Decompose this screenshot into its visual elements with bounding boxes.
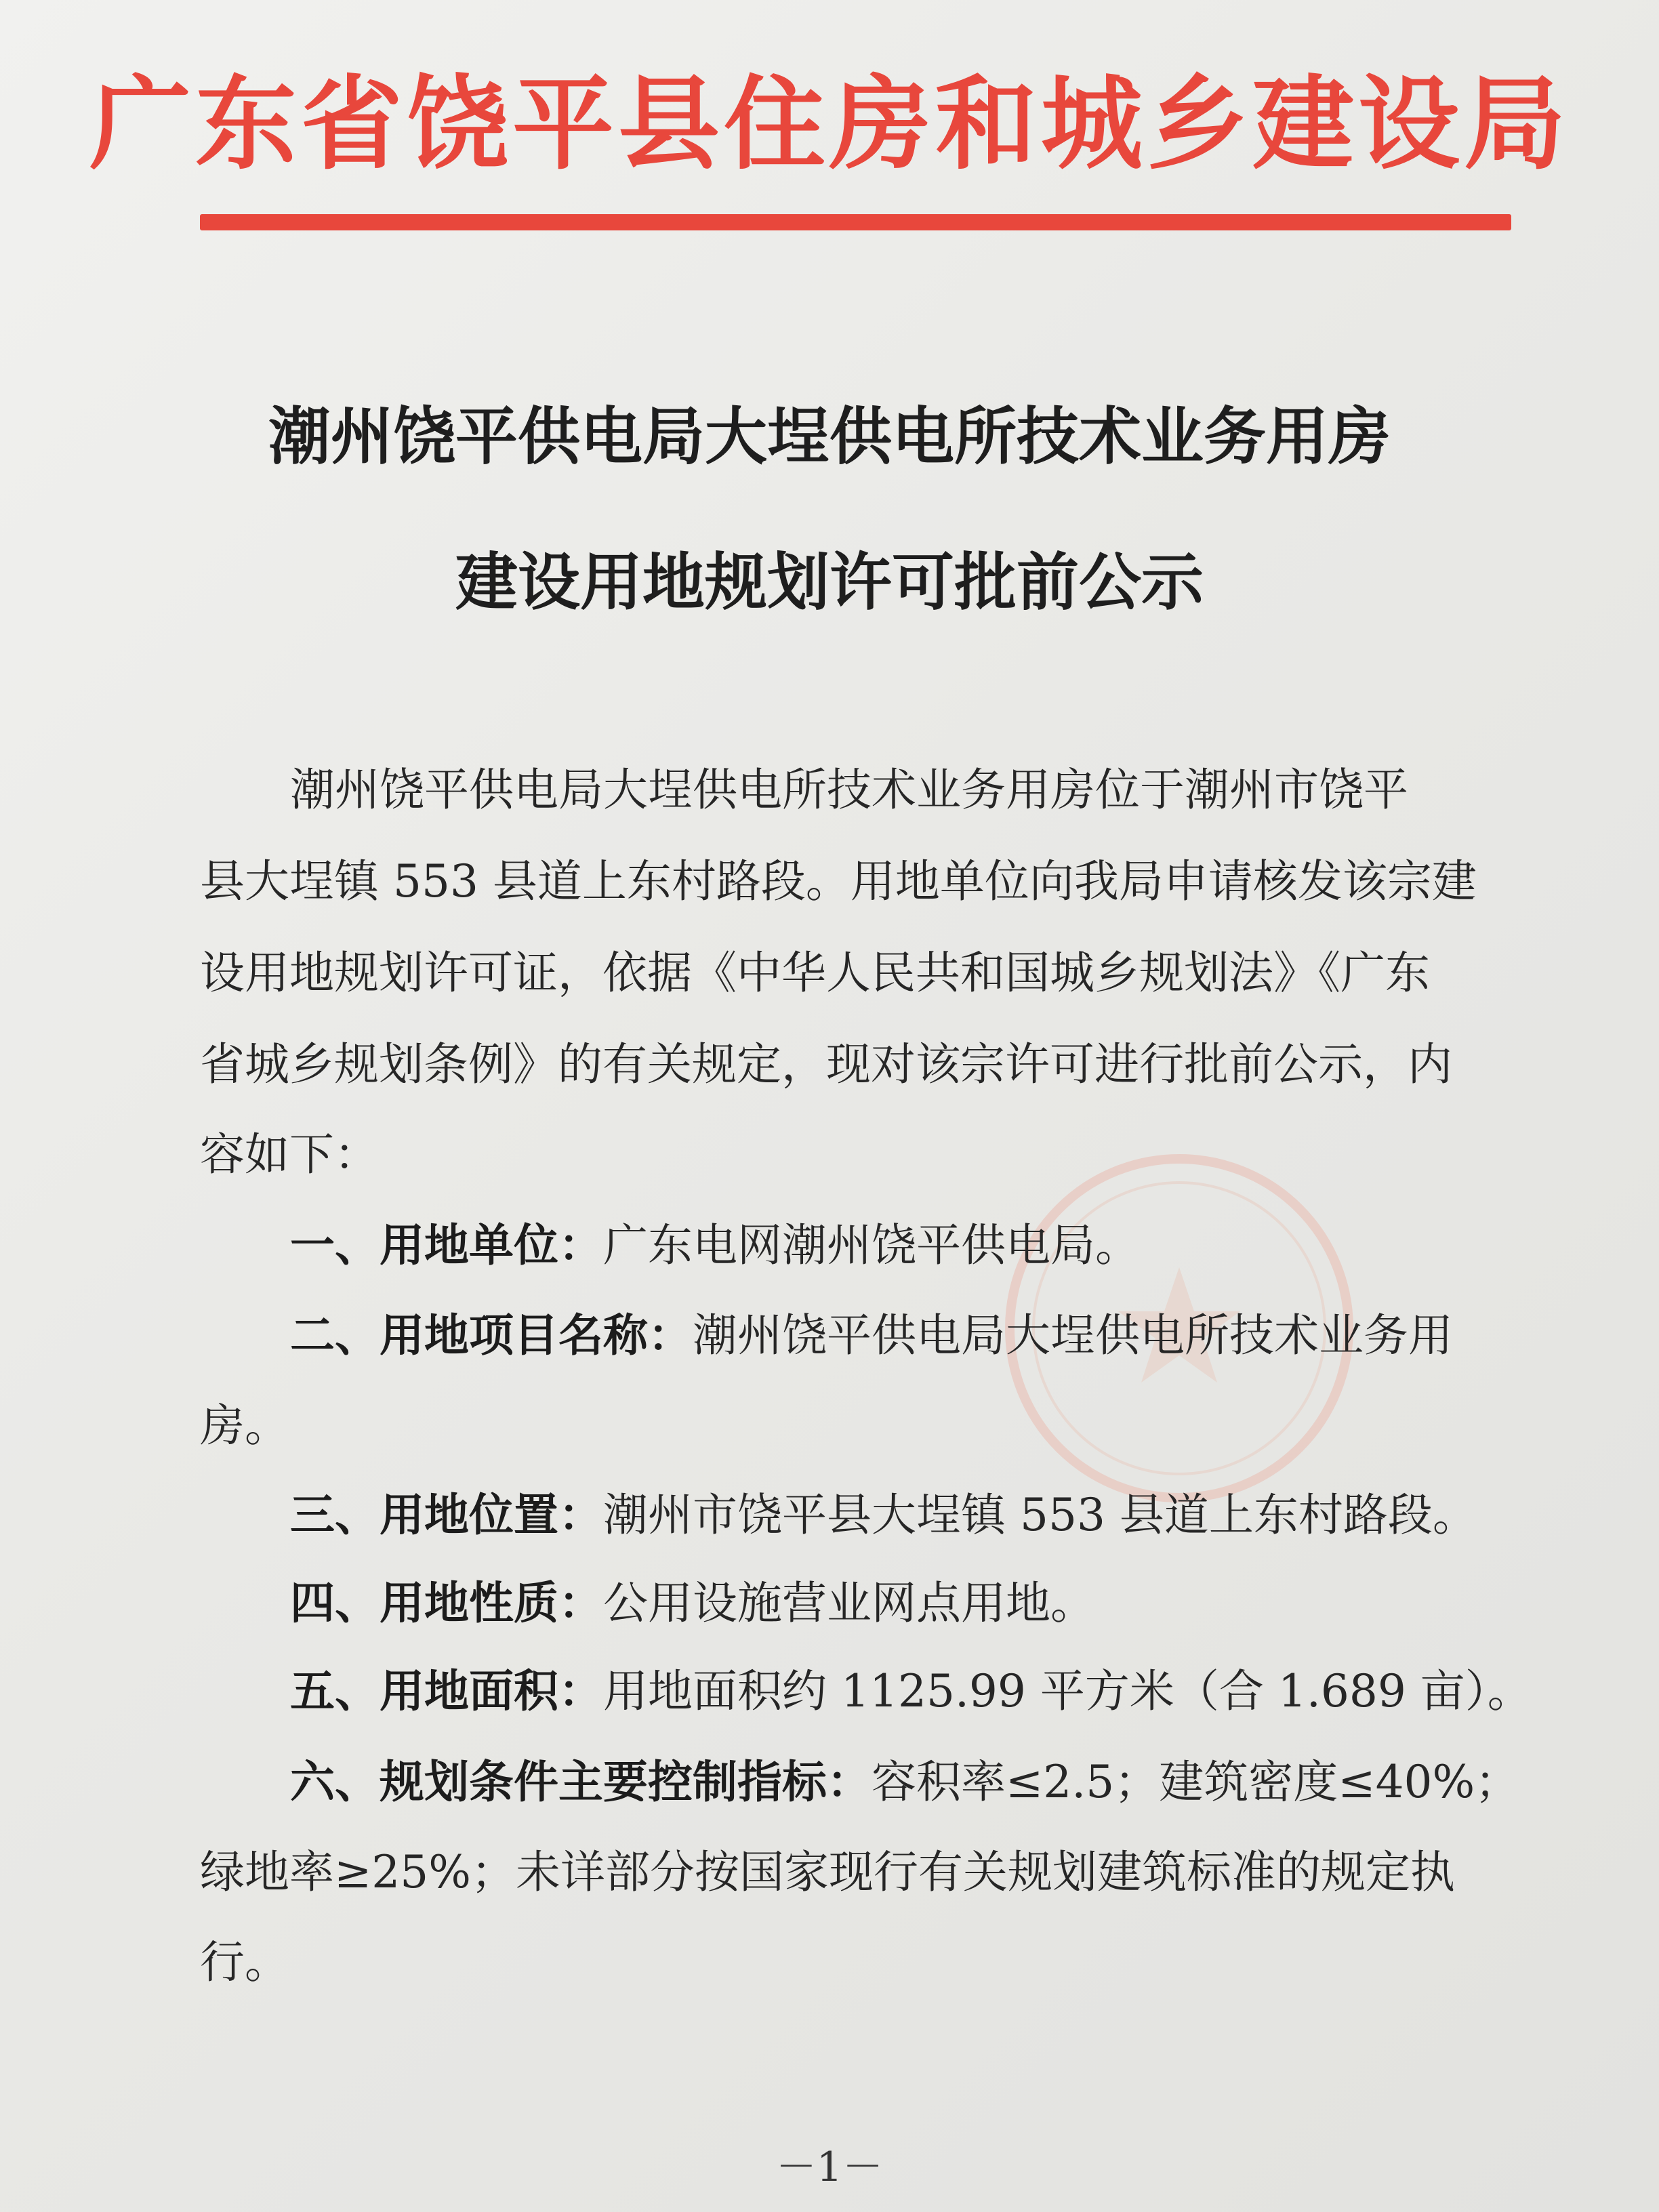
- intro-line-2: 县大埕镇 553 县道上东村路段。用地单位向我局申请核发该宗建: [200, 855, 1477, 907]
- list-item-land-use: [290, 1579, 1095, 1628]
- intro-line-1: 潮州饶平供电局大埕供电所技术业务用房位于潮州市饶平: [290, 764, 1408, 816]
- list-item-planning-indicators-continued: 绿地率≥25%；未详部分按国家现行有关规划建筑标准的规定执: [200, 1846, 1455, 1898]
- list-item-project-name-continued: 房。: [200, 1399, 289, 1452]
- item-label: 二、用地项目名称：: [290, 1309, 693, 1361]
- list-item-planning-indicators-end: 行。: [200, 1936, 289, 1988]
- intro-line-5: 容如下：: [200, 1128, 379, 1181]
- page-number: －1－: [775, 2144, 884, 2191]
- item-value: 广东电网潮州饶平供电局。: [603, 1219, 1140, 1271]
- item-value: 用地面积约 1125.99 平方米（合 1.689 亩）。: [603, 1665, 1532, 1717]
- list-item-planning-indicators: [290, 1758, 1519, 1807]
- item-label: 一、用地单位：: [290, 1219, 603, 1271]
- item-value: 潮州市饶平县大埕镇 553 县道上东村路段。: [603, 1489, 1477, 1541]
- item-label: 五、用地面积：: [290, 1665, 603, 1717]
- list-item-land-location: [290, 1491, 1477, 1540]
- item-value: 容积率≤2.5；建筑密度≤40%；: [872, 1756, 1520, 1808]
- list-item-project-name: [290, 1311, 1453, 1360]
- item-label: 三、用地位置：: [290, 1489, 603, 1541]
- item-label: 四、用地性质：: [290, 1577, 603, 1629]
- intro-line-4: 省城乡规划条例》的有关规定，现对该宗许可进行批前公示，内: [200, 1038, 1452, 1090]
- item-label: 六、规划条件主要控制指标：: [290, 1756, 872, 1808]
- item-value: 公用设施营业网点用地。: [603, 1577, 1095, 1629]
- letterhead-red-rule: [200, 214, 1511, 230]
- document-title-line-1: 潮州饶平供电局大埕供电所技术业务用房: [268, 401, 1391, 473]
- list-item-land-area: [290, 1667, 1532, 1716]
- document-title-line-2: 建设用地规划许可批前公示: [455, 546, 1204, 619]
- intro-line-3: 设用地规划许可证，依据《中华人民共和国城乡规划法》《广东: [200, 947, 1430, 999]
- item-value: 潮州饶平供电局大埕供电所技术业务用: [693, 1309, 1453, 1361]
- agency-letterhead-title: 广东省饶平县住房和城乡建设局: [89, 66, 1570, 184]
- list-item-land-unit: [290, 1221, 1140, 1270]
